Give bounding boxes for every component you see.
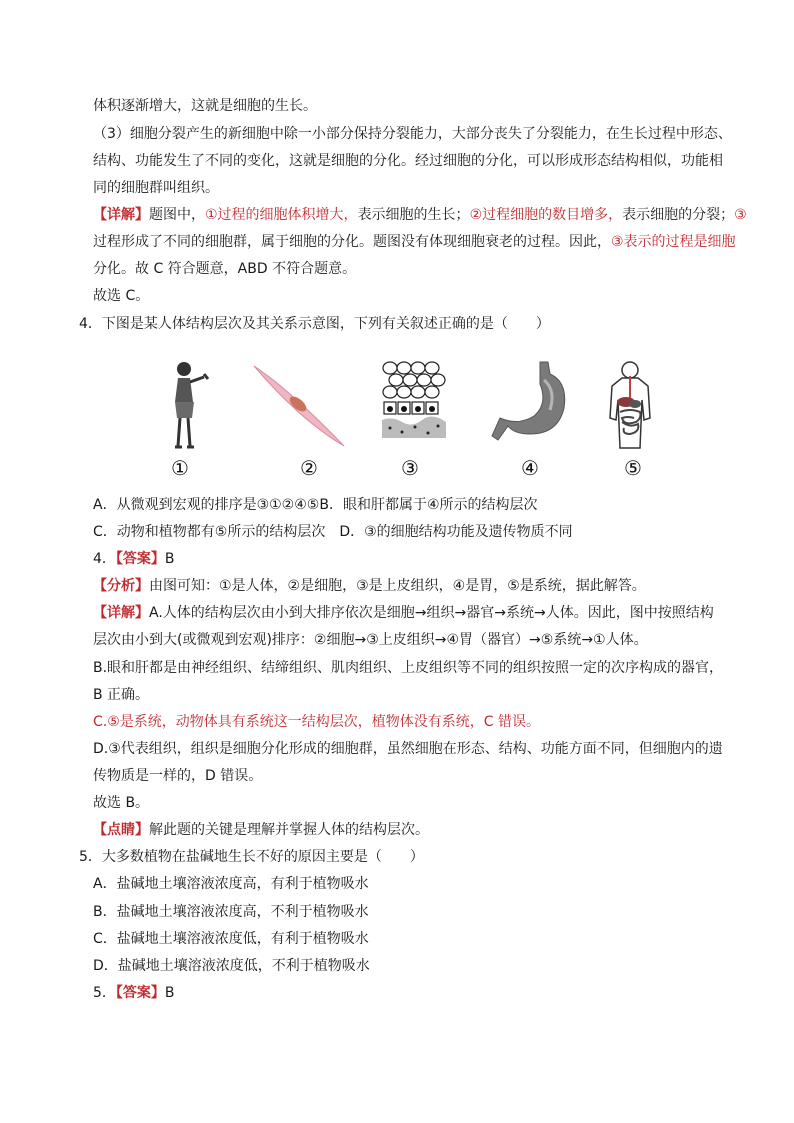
answer-value: B <box>164 551 175 567</box>
detail-line: 故选 B。 <box>93 795 150 811</box>
text-span: 表示细胞的生长； <box>357 207 470 223</box>
answer-5 <box>93 983 175 1003</box>
detail-line <box>93 232 736 252</box>
key-point-line <box>93 820 429 840</box>
structure-figure <box>150 360 670 484</box>
key-point-tag: 【点睛】 <box>93 822 149 838</box>
analysis-tag: 【分析】 <box>93 578 149 594</box>
highlight-span: ②过程细胞的数目增多， <box>469 207 623 223</box>
detail-text: A.人体的结构层次由小到大排序依次是细胞→组织→器官→系统→人体。因此，图中按照结构 <box>149 605 714 621</box>
detail-line: B.眼和肝都是由神经组织、结缔组织、肌肉组织、上皮组织等不同的组织按照一定的次序构成的器官， <box>93 660 724 676</box>
highlight-span: ③表示的过程是细胞 <box>611 234 736 250</box>
option-d: D．盐碱地土壤溶液浓度低，不利于植物吸水 <box>93 958 370 974</box>
option-c: C．盐碱地土壤溶液浓度低，有利于植物吸水 <box>93 931 369 947</box>
option-b: B．眼和肝都属于④所示的结构层次 <box>319 497 538 513</box>
cell-icon <box>250 360 348 450</box>
highlight-span: ③ <box>734 207 747 223</box>
option-b: B．盐碱地土壤溶液浓度高，不利于植物吸水 <box>93 904 369 920</box>
digestive-system-icon <box>600 360 660 452</box>
option-line <box>93 522 573 542</box>
answer-number: 5． <box>93 985 116 1001</box>
analysis-text: 由图可知：①是人体，②是细胞，③是上皮组织，④是胃，⑤是系统，据此解答。 <box>149 578 646 594</box>
detail-tag: 【详解】 <box>93 207 149 223</box>
text-line: 体积逐渐增大，这就是细胞的生长。 <box>93 98 317 114</box>
text-line: 同的细胞群叫组织。 <box>93 180 219 196</box>
answer-tag: 【答案】 <box>115 985 165 1001</box>
person-icon <box>166 360 210 452</box>
figure-label-3: ③ <box>401 456 419 480</box>
answer-tag: 【答案】 <box>115 551 165 567</box>
text-line: 故选 C。 <box>93 288 150 304</box>
question-4: 4．下图是某人体结构层次及其关系示意图，下列有关叙述正确的是（ ） <box>79 316 550 332</box>
figure-label-5: ⑤ <box>624 456 642 480</box>
answer-4 <box>93 549 175 569</box>
key-point-text: 解此题的关键是理解并掌握人体的结构层次。 <box>149 822 429 838</box>
text-span: 表示细胞的分裂； <box>622 207 735 223</box>
stomach-icon <box>490 360 570 442</box>
text-span: 题图中， <box>149 207 205 223</box>
text-line: 分化。故 C 符合题意，ABD 不符合题意。 <box>93 261 357 277</box>
answer-number: 4． <box>93 551 116 567</box>
highlight-span: ①过程的细胞体积增大， <box>205 207 358 223</box>
text-line: （3）细胞分裂产生的新细胞中除一小部分保持分裂能力，大部分丧失了分裂能力，在生长过程中形态、 <box>93 126 732 142</box>
figure-label-2: ② <box>300 456 318 480</box>
text-span: 过程形成了不同的细胞群，属于细胞的分化。题图没有体现细胞衰老的过程。因此， <box>93 234 611 250</box>
figure-label-4: ④ <box>521 456 539 480</box>
figure-label-1: ① <box>171 456 189 480</box>
option-a: A．从微观到宏观的排序是③①②④⑤ <box>93 497 320 513</box>
epithelial-tissue-icon <box>382 360 446 438</box>
detail-line: C.⑤是系统，动物体具有系统这一结构层次，植物体没有系统，C 错误。 <box>93 714 541 730</box>
detail-line <box>93 205 747 225</box>
detail-line <box>93 603 714 623</box>
detail-line: 传物质是一样的，D 错误。 <box>93 768 263 784</box>
detail-line: 层次由小到大(或微观到宏观)排序：②细胞→③上皮组织→④胃（器官）→⑤系统→①人体。 <box>93 632 648 648</box>
detail-line: D.③代表组织，组织是细胞分化形成的细胞群，虽然细胞在形态、结构、功能方面不同，但细胞内的遗 <box>93 741 723 757</box>
text-line: 结构、功能发生了不同的变化，这就是细胞的分化。经过细胞的分化，可以形成形态结构相似，功能相 <box>93 153 723 169</box>
detail-tag: 【详解】 <box>93 605 149 621</box>
analysis-line <box>93 576 646 596</box>
option-d: D．③的细胞结构功能及遗传物质不同 <box>339 524 573 540</box>
option-c: C．动物和植物都有⑤所示的结构层次 <box>93 524 326 540</box>
option-line <box>93 495 538 515</box>
detail-line: B 正确。 <box>93 687 150 703</box>
question-5: 5．大多数植物在盐碱地生长不好的原因主要是（ ） <box>79 849 424 865</box>
option-a: A．盐碱地土壤溶液浓度高，有利于植物吸水 <box>93 876 369 892</box>
answer-value: B <box>164 985 175 1001</box>
